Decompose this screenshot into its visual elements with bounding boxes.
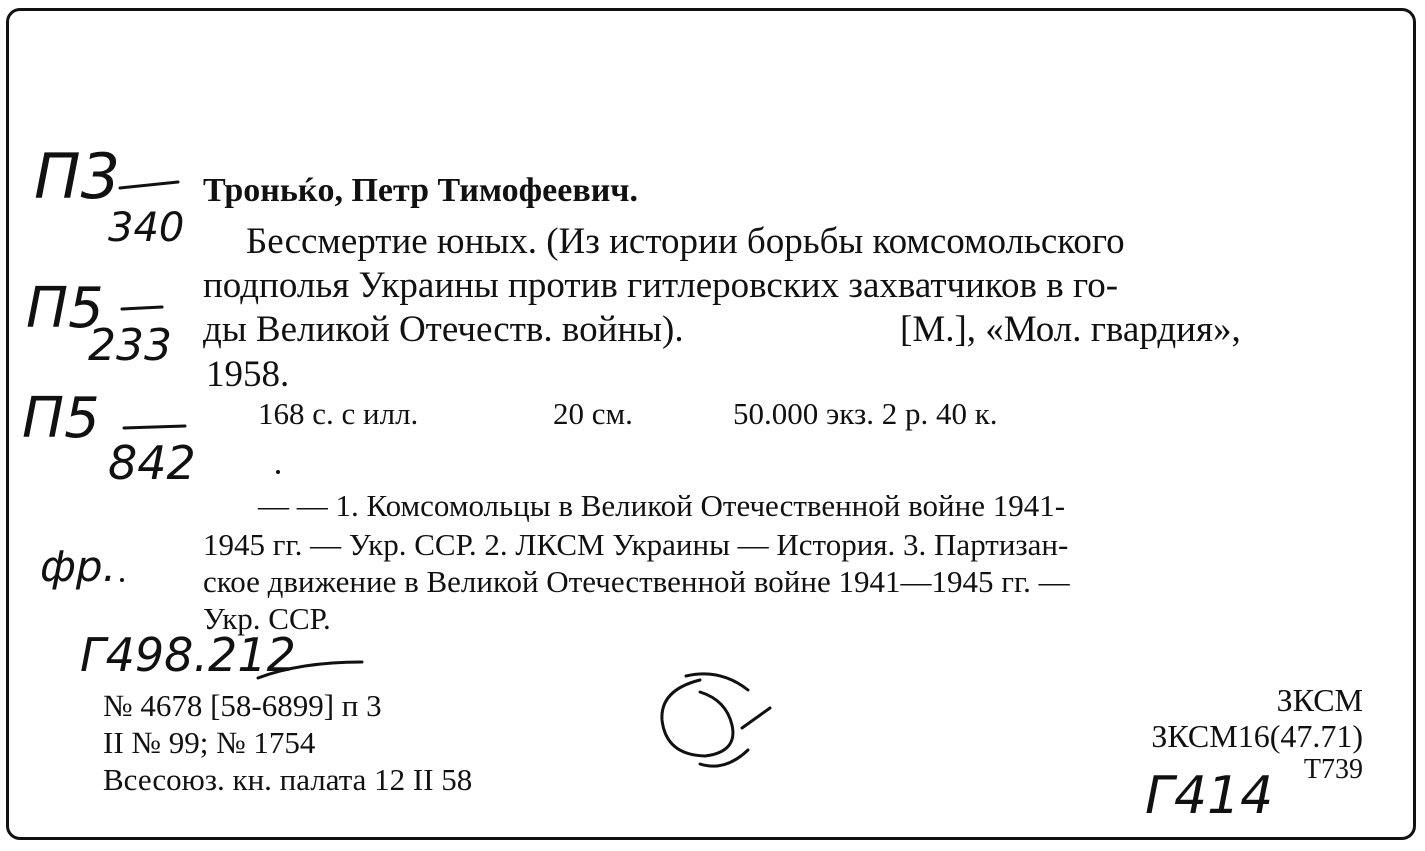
shelfmark-3-dash: [124, 426, 185, 428]
inventory-underline: [258, 662, 362, 678]
title-line-3: ды Великой Отечеств. войны).: [203, 309, 684, 350]
shelfmark-3-top: П5: [22, 386, 100, 451]
subject-line-2: 1945 гг. — Укр. ССР. 2. ЛКСМ Украины — История. 3. Партизан-: [203, 527, 1069, 562]
imprint: [М.], «Мол. гвардия»,: [900, 309, 1241, 350]
record-reference: II № 99; № 1754: [103, 725, 316, 760]
shelfmark-1-dash: [120, 182, 178, 188]
physical-copies-price: 50.000 экз. 2 р. 40 к.: [733, 396, 998, 431]
class-code-1: ЗКСМ: [1276, 682, 1363, 718]
subject-line-4: Укр. ССР.: [203, 601, 331, 636]
shelfmark-1-top: П3: [34, 140, 121, 213]
author-heading: Троньќо, Петр Тимофеевич.: [203, 172, 638, 209]
stamp-tick: [742, 708, 770, 728]
author-mark: Т739: [1303, 754, 1363, 785]
dot-mark-2: [120, 578, 124, 582]
physical-size: 20 см.: [553, 396, 633, 431]
dot-mark-1: [276, 470, 280, 474]
title-line-4-year: 1958.: [206, 354, 290, 395]
title-line-2: подполья Украины против гитлеровских захватчиков в го-: [203, 265, 1119, 306]
handwritten-mark: фр.: [40, 542, 116, 591]
inventory-number: Г498.212: [80, 628, 296, 682]
stamp-loop: [662, 680, 733, 756]
subject-line-1: — — 1. Комсомольцы в Великой Отечественной войне 1941-: [258, 488, 1066, 523]
stamp-flourish: [700, 750, 748, 766]
shelfmark-2-top: П5: [26, 276, 104, 341]
class-code-2: ЗКСМ16(47.71): [1151, 718, 1363, 754]
shelfmark-3-bottom: 842: [108, 436, 196, 490]
record-number: № 4678 [58-6899] п 3: [103, 688, 382, 723]
subject-line-3: ское движение в Великой Отечественной войне 1941—1945 гг. —: [203, 564, 1070, 599]
shelfmark-1-bottom: 340: [108, 205, 185, 251]
record-chamber: Всесоюз. кн. палата 12 II 58: [103, 762, 473, 797]
physical-pages: 168 с. с илл.: [258, 396, 419, 431]
shelfmark-2-bottom: 233: [88, 320, 172, 371]
shelfmark-2-dash: [122, 307, 162, 309]
handwritten-code-bottom: Г414: [1145, 766, 1274, 826]
title-line-1: Бессмертие юных. (Из истории борьбы комсомольского: [246, 221, 1125, 262]
